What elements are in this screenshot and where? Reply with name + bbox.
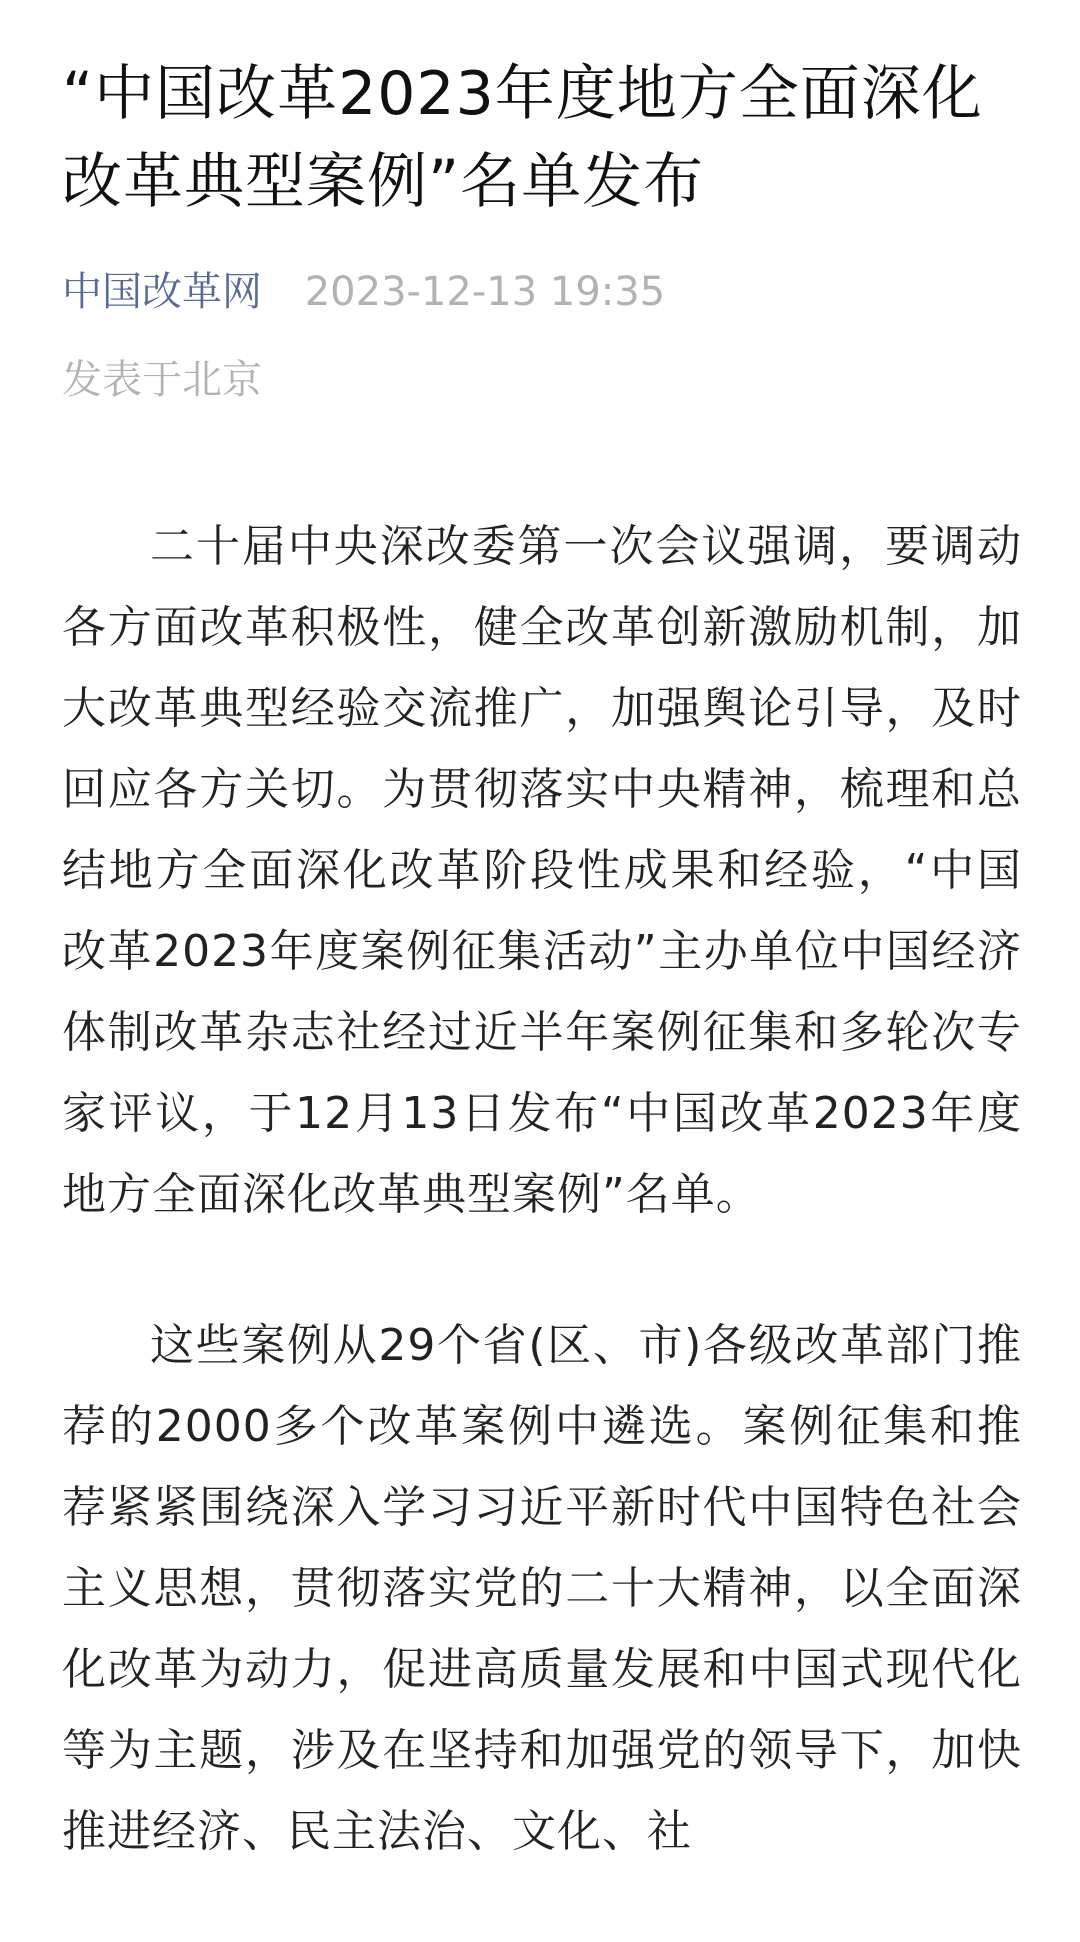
paragraph: 二十届中央深改委第一次会议强调，要调动各方面改革积极性，健全改革创新激励机制，加大改革典型经验交流推广，加强舆论引导，及时回应各方关切。为贯彻落实中央精神，梳理和总结地方全面深化改革阶段性成果和经验，“中国改革2023年度案例征集活动”主办单位中国经济体制改革杂志社经过近半年案例征集和多轮次专家评议，于12月13日发布“中国改革2023年度地方全面深化改革典型案例”名单。 xyxy=(62,521,1022,1220)
article-meta xyxy=(62,264,1022,320)
publish-time: 2023-12-13 19:35 xyxy=(304,269,666,315)
paragraph: 这些案例从29个省(区、市)各级改革部门推荐的2000多个改革案例中遴选。案例征集和推荐紧紧围绕深入学习习近平新时代中国特色社会主义思想，贯彻落实党的二十大精神，以全面深化改革为动力，促进高质量发展和中国式现代化等为主题，涉及在坚持和加强党的领导下，加快推进经济、民主法治、文化、社 xyxy=(62,1320,1022,1857)
article-body xyxy=(62,506,1022,1872)
article-title: “中国改革2023年度地方全面深化改革典型案例”名单发布 xyxy=(62,59,983,217)
publish-location: 发表于北京 xyxy=(62,357,262,403)
source-link[interactable]: 中国改革网 xyxy=(62,269,262,315)
article xyxy=(62,50,1022,1942)
